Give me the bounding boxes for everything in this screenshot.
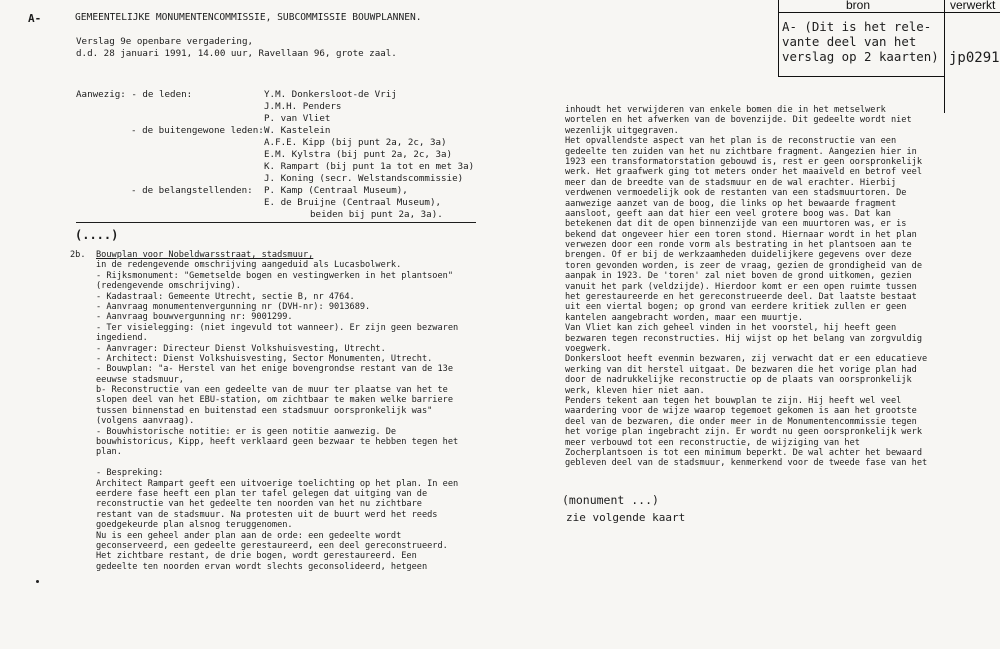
item-line xyxy=(96,458,458,468)
item-line: - Bespreking: xyxy=(96,468,164,479)
extra-member-2: A.F.E. Kipp (bij punt 2a, 2c, 3a) xyxy=(264,137,447,148)
right-column-line: het gerestaureerde en het gereconstrueerde deel. Dat laatste bestaat xyxy=(565,292,917,303)
item-line: restant van de stadsmuur. Na protesten uit de buurt werd het reeds xyxy=(96,509,438,520)
stakeholder-1: P. Kamp (Centraal Museum), xyxy=(264,185,408,196)
right-column-line: uit een viertal bogen; op grond van eerdere kritiek zullen er geen xyxy=(565,302,907,313)
right-column-line: meer dan de breedte van de stadsmuur en de wal erachter. Hierbij xyxy=(565,177,897,188)
item-title: Bouwplan voor Nobeldwarsstraat, stadsmuur, xyxy=(96,250,314,260)
right-column-line: meer verbouwd tot een reconstructie, de wijziging van het xyxy=(565,437,860,448)
stakeholders-label: - de belangstellenden: xyxy=(131,185,253,196)
stakeholder-3: beiden bij punt 2a, 3a). xyxy=(310,209,443,220)
item-line: eeuwse stadsmuur, xyxy=(96,374,184,385)
member-1: Y.M. Donkersloot-de Vrij xyxy=(264,89,397,100)
item-line: - Rijksmonument: "Gemetselde bogen en vestingwerken in het plantsoen" xyxy=(96,270,453,281)
right-column-line: Het opvallendste aspect van het plan is de reconstructie van een xyxy=(565,136,897,147)
right-column-line: werk, kleven hier niet aan. xyxy=(565,385,705,396)
member-3: P. van Vliet xyxy=(264,113,331,124)
right-column-line: kantelen aangebracht worden, maar een muurtje. xyxy=(565,312,803,323)
right-column-line: aanpak in 1923. De 'toren' zal niet boven de grond uitkomen, gezien xyxy=(565,271,912,282)
right-column-line: bezwaren tegen reconstructies. Hij wijst op het belang van zorgvuldig xyxy=(565,333,922,344)
stakeholder-2: E. de Bruijne (Centraal Museum), xyxy=(264,197,442,208)
punch-mark xyxy=(36,580,39,583)
meeting-line-2: d.d. 28 januari 1991, 14.00 uur, Ravellaan 96, grote zaal. xyxy=(76,48,397,59)
item-number: 2b. xyxy=(70,250,86,260)
right-column-line: wezenlijk uitgegraven. xyxy=(565,125,679,136)
right-column-line: verwezen door een ronde vorm als bestrating in het plantsoen aan te xyxy=(565,240,912,251)
right-column-line: werk. Het graafwerk ging tot meters onder het maaiveld en betrof veel xyxy=(565,167,922,178)
item-line: (redengevende omschrijving). xyxy=(96,281,241,292)
item-line: - Architect: Dienst Volkshuisvesting, Sector Monumenten, Utrecht. xyxy=(96,353,433,364)
right-column-line: waardering voor de wijze waarop tegemoet gekomen is aan het grootste xyxy=(565,406,917,417)
ellipsis-marker: (....) xyxy=(75,228,119,242)
stamp-code: jp0291 xyxy=(949,50,1000,66)
right-column-line: bekend dat ongeveer hier een toren stond. Hiernaar wordt in het plan xyxy=(565,229,917,240)
right-column-line: aanwezige aanzet van de boog, die links op het bewaarde fragment xyxy=(565,198,897,209)
item-line: tussen binnenstad en buitenstad een stadsmuur oorspronkelijk was" xyxy=(96,405,433,416)
right-column-line: deel van de bezwaren, die onder meer in de Monumentencommissie tegen xyxy=(565,416,917,427)
item-line: - Aanvraag bouwvergunning nr: 9001299. xyxy=(96,312,293,323)
right-column-line: brengen. Of er bij de werkzaamheden duidelijkere gegevens over deze xyxy=(565,250,912,261)
right-column-line: Penders tekent aan tegen het bouwplan te zijn. Hij heeft wel veel xyxy=(565,395,902,406)
item-line: bouwhistoricus, Kipp, heeft verklaard geen bezwaar te hebben tegen het xyxy=(96,437,459,448)
continuation-note: (monument ...) xyxy=(562,493,659,507)
meeting-line-1: Verslag 9e openbare vergadering, xyxy=(76,36,254,47)
item-line: ingediend. xyxy=(96,333,148,344)
stamp-note-line-2: vante deel van het xyxy=(782,34,917,49)
stamp-note-line-3: verslag op 2 kaarten) xyxy=(782,49,939,64)
right-column-line: wortelen en het afwerken van de bovenzijde. Dit gedeelte wordt niet xyxy=(565,115,912,126)
right-column-line: door de nadrukkelijke reconstructie op de plaats van oorspronkelijk xyxy=(565,375,912,386)
stamp-processed-label: verwerkt xyxy=(950,0,996,12)
extra-member-4: K. Rampart (bij punt 1a tot en met 3a) xyxy=(264,161,475,172)
attendance-label: Aanwezig: - de leden: xyxy=(76,89,193,100)
item-line: - Bouwplan: "a- Herstel van het enige bovengrondse restant van de 13e xyxy=(96,364,453,375)
right-column-line: aansloot, geeft aan dat hier een veel grotere boog was. Dat kan xyxy=(565,208,891,219)
extra-members-label: - de buitengewone leden: xyxy=(131,125,264,136)
item-line: - Kadastraal: Gemeente Utrecht, sectie B, nr 4764. xyxy=(96,291,355,302)
right-column-line: Donkersloot heeft evenmin bezwaren, zij verwacht dat er een educatieve xyxy=(565,354,928,365)
right-column-line: het vorige plan ingebracht zijn. Er wordt nu geen oorspronkelijk werk xyxy=(565,427,922,438)
right-column-line: Van Vliet kan zich geheel vinden in het voorstel, hij heeft geen xyxy=(565,323,897,334)
item-line: - Aanvraag monumentenvergunning nr (DVH-nr): 9013689. xyxy=(96,301,371,312)
right-column-line: voegwerk. xyxy=(565,343,612,354)
right-column-line: verdwenen vermoedelijk ook de restanten van een stadsmuurtoren. De xyxy=(565,188,907,199)
right-column-line: inhoudt het verwijderen van enkele bomen die in het metselwerk xyxy=(565,105,886,115)
right-column-line: vanuit het park (veldzijde). Hierdoor komt er een open ruimte tussen xyxy=(565,281,917,292)
item-line: Nu is een geheel ander plan aan de orde: een gedeelte wordt xyxy=(96,530,402,541)
right-column-body xyxy=(565,105,927,469)
stamp-note-line-1: A- (Dit is het rele- xyxy=(782,19,932,34)
right-column-line: toren gevonden worden, is zeer de vraag, gezien de grondigheid van de xyxy=(565,260,922,271)
right-column-line: betekenen dat dit de open binnenzijde van een muurtoren was, er is xyxy=(565,219,907,230)
right-column-line: Zocherplantsoen is tot een minimum beperkt. De wal achter het bewaard xyxy=(565,447,922,458)
extra-member-3: E.M. Kylstra (bij punt 2a, 2c, 3a) xyxy=(264,149,453,160)
document-title: GEMEENTELIJKE MONUMENTENCOMMISSIE, SUBCOMMISSIE BOUWPLANNEN. xyxy=(75,12,422,23)
extra-member-1: W. Kastelein xyxy=(264,125,331,136)
item-line: goedgekeurde plan alsnog teruggenomen. xyxy=(96,520,293,531)
member-2: J.M.H. Penders xyxy=(264,101,342,112)
right-column-line: 1923 een transformatorstation gebouwd is, rest er geen oorspronkelijk xyxy=(565,156,922,167)
item-line: b- Reconstructie van een gedeelte van de muur ter plaatse van het te xyxy=(96,385,448,396)
item-line: slopen deel van het EBU-station, om zichtbaar te maken welke barriere xyxy=(96,395,453,406)
right-column-line: gebleven deel van de stadsmuur, kenmerkend voor de tweede fase van het xyxy=(565,458,928,469)
extra-member-5: J. Koning (secr. Welstandscommissie) xyxy=(264,173,464,184)
item-line: reconstructie van het gedeelte ten noorden van het nu zichtbare xyxy=(96,499,422,510)
item-line: eerdere fase heeft een plan ter tafel gelegen dat uitging van de xyxy=(96,488,428,499)
item-line: geconserveerd, een gedeelte gerestaureerd, een deel gereconstrueerd. xyxy=(96,540,448,551)
item-line: - Aanvrager: Directeur Dienst Volkshuisvesting, Utrecht. xyxy=(96,343,386,354)
next-card-note: zie volgende kaart xyxy=(566,511,686,524)
section-divider xyxy=(76,222,476,223)
stamp-source-label: bron xyxy=(846,0,871,12)
item-line: Het zichtbare restant, de drie bogen, wordt gerestaureerd. Een xyxy=(96,551,417,562)
item-line: - Bouwhistorische notitie: er is geen notitie aanwezig. De xyxy=(96,426,397,437)
right-column-line: gedeelte ten zuiden van het nu zichtbare fragment. Aangezien hier in xyxy=(565,146,917,157)
archive-stamp xyxy=(778,0,1000,113)
item-line: gedeelte ten noorden ervan wordt slechts geconsolideerd, hetgeen xyxy=(96,561,428,572)
item-line: (volgens aanvraag). xyxy=(96,416,195,427)
item-line: - Ter visielegging: (niet ingevuld tot wanneer). Er zijn geen bezwaren xyxy=(96,322,459,333)
item-line: plan. xyxy=(96,447,122,458)
document-marker: A- xyxy=(28,12,42,25)
item-line: in de redengevende omschrijving aangeduid als Lucasbolwerk. xyxy=(96,260,402,271)
item-body xyxy=(96,260,458,572)
item-line: Architect Rampart geeft een uitvoerige toelichting op het plan. In een xyxy=(96,478,459,489)
right-column-line: werking van dit herstel uitgaat. De bezwaren die het vorige plan had xyxy=(565,364,917,375)
